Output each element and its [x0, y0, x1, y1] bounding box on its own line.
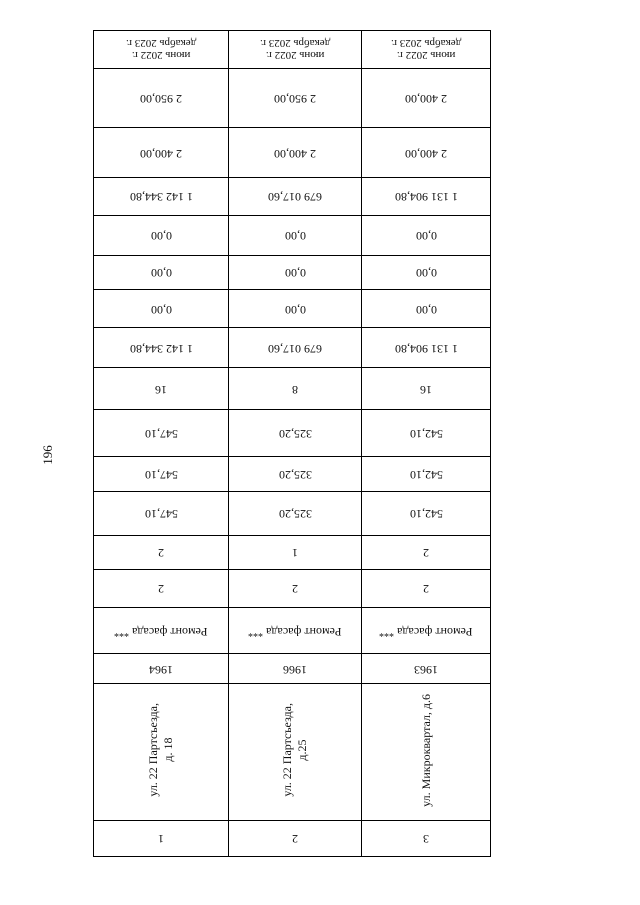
value-cell: 0,00 — [94, 289, 229, 327]
period-cell: июнь 2022 г. декабрь 2023 г. — [94, 31, 229, 69]
value-cell: 2 — [94, 569, 229, 607]
row-local-budget — [94, 215, 491, 255]
work-type-cell: Ремонт фасада *** — [229, 607, 362, 653]
period-cell: июнь 2022 г. декабрь 2023 г. — [229, 31, 362, 69]
value-cell: 542,10 — [362, 410, 491, 457]
row-cost-limit-1 — [94, 128, 491, 177]
work-type-cell: Ремонт фасада *** — [362, 607, 491, 653]
value-cell: 2 400,00 — [362, 128, 491, 177]
value-cell: 2 — [362, 535, 491, 569]
value-cell: 2 — [94, 535, 229, 569]
value-cell: 0,00 — [94, 255, 229, 289]
value-cell: 2 — [362, 569, 491, 607]
row-area-total — [94, 491, 491, 535]
number-cell: 1 — [94, 820, 229, 856]
value-cell: 547,10 — [94, 457, 229, 491]
value-cell: 2 400,00 — [94, 128, 229, 177]
value-cell: 0,00 — [94, 215, 229, 255]
period-cell: июнь 2022 г. декабрь 2023 г. — [362, 31, 491, 69]
rotated-table-container — [93, 30, 490, 857]
value-cell: 0,00 — [229, 215, 362, 255]
year-cell: 1966 — [229, 654, 362, 684]
row-total-cost — [94, 328, 491, 368]
value-cell: 325,20 — [229, 491, 362, 535]
value-cell: 0,00 — [362, 215, 491, 255]
value-cell: 0,00 — [362, 289, 491, 327]
row-cost-limit-2 — [94, 69, 491, 128]
page-number-text: 196 — [40, 445, 55, 465]
value-cell: 325,20 — [229, 410, 362, 457]
work-type-cell: Ремонт фасада *** — [94, 607, 229, 653]
value-cell: 542,10 — [362, 457, 491, 491]
row-year — [94, 654, 491, 684]
row-address — [94, 684, 491, 820]
row-fund — [94, 289, 491, 327]
row-area-residential — [94, 410, 491, 457]
row-area-total-2 — [94, 457, 491, 491]
value-cell: 2 950,00 — [94, 69, 229, 128]
value-cell: 547,10 — [94, 410, 229, 457]
row-regional-budget — [94, 255, 491, 289]
year-cell: 1963 — [362, 654, 491, 684]
value-cell: 2 950,00 — [229, 69, 362, 128]
value-cell: 547,10 — [94, 491, 229, 535]
value-cell: 2 400,00 — [229, 128, 362, 177]
number-cell: 3 — [362, 820, 491, 856]
year-cell: 1964 — [94, 654, 229, 684]
value-cell: 542,10 — [362, 491, 491, 535]
header-row-period — [94, 31, 491, 69]
row-entrances — [94, 535, 491, 569]
value-cell: 2 400,00 — [362, 69, 491, 128]
value-cell: 325,20 — [229, 457, 362, 491]
value-cell: 1 — [229, 535, 362, 569]
value-cell: 1 131 904,80 — [362, 328, 491, 368]
row-total-owners — [94, 177, 491, 215]
row-number — [94, 820, 491, 856]
value-cell: 2 — [229, 569, 362, 607]
value-cell: 1 131 904,80 — [362, 177, 491, 215]
row-residents — [94, 368, 491, 410]
value-cell: 0,00 — [229, 289, 362, 327]
address-cell: ул. 22 Партсъезда, д.25 — [229, 684, 362, 820]
value-cell: 1 142 344,80 — [94, 177, 229, 215]
value-cell: 8 — [229, 368, 362, 410]
value-cell: 679 017,60 — [229, 328, 362, 368]
value-cell: 1 142 344,80 — [94, 328, 229, 368]
page-number — [38, 440, 58, 470]
address-cell: ул. 22 Партсъезда, д. 18 — [94, 684, 229, 820]
value-cell: 16 — [94, 368, 229, 410]
row-floors — [94, 569, 491, 607]
number-cell: 2 — [229, 820, 362, 856]
value-cell: 0,00 — [229, 255, 362, 289]
value-cell: 679 017,60 — [229, 177, 362, 215]
value-cell: 0,00 — [362, 255, 491, 289]
repair-plan-table — [93, 30, 491, 857]
row-work-type — [94, 607, 491, 653]
value-cell: 16 — [362, 368, 491, 410]
address-cell: ул. Микроквартал, д.6 — [362, 684, 491, 820]
